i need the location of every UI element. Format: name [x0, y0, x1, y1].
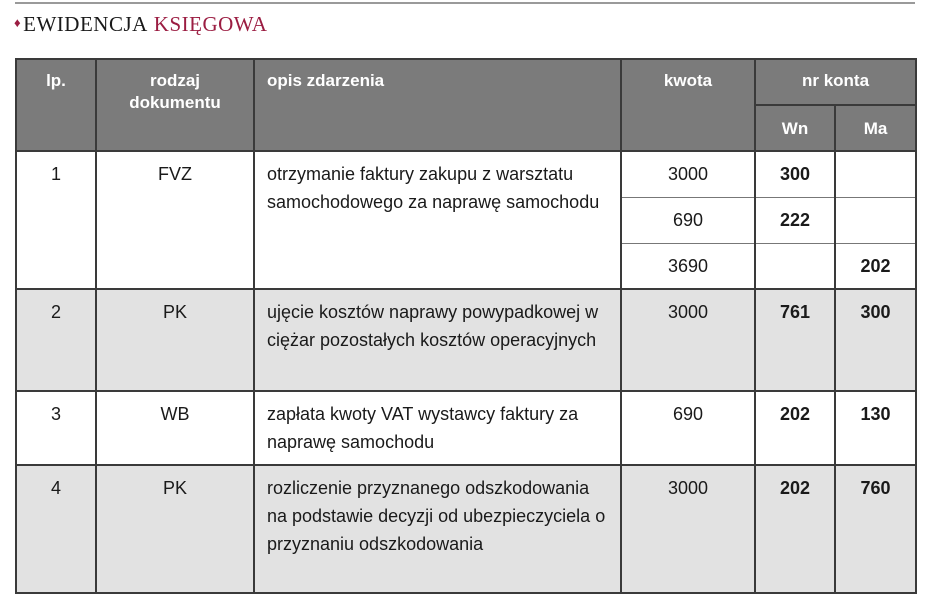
row-debit: 761 — [755, 289, 835, 391]
header-account-no: nr konta — [755, 59, 916, 105]
header-debit: Wn — [755, 105, 835, 151]
ledger-table — [15, 58, 917, 594]
row-description: otrzymanie faktury zakupu z warsztatu samochodowego za naprawę samochodu — [254, 151, 621, 289]
row-description: zapłata kwoty VAT wystawcy faktury za naprawę samochodu — [254, 391, 621, 465]
row-description: rozliczenie przyznanego odszkodowania na podstawie decyzji od ubezpieczyciela o przyznaniu odszkodowania — [254, 465, 621, 593]
heading-accent-word: KSIĘGOWA — [153, 11, 268, 36]
row-amount: 690 — [621, 391, 755, 465]
table-row — [16, 391, 916, 465]
row-amount: 3690 — [621, 243, 755, 289]
top-rule — [15, 2, 915, 4]
row-amount: 3000 — [621, 151, 755, 197]
header-lp: lp. — [16, 59, 96, 151]
row-doc-type: PK — [96, 289, 254, 391]
header-credit: Ma — [835, 105, 916, 151]
table-row — [16, 289, 916, 391]
row-lp: 2 — [16, 289, 96, 391]
row-doc-type: WB — [96, 391, 254, 465]
row-credit — [835, 151, 916, 197]
row-lp: 4 — [16, 465, 96, 593]
row-credit: 300 — [835, 289, 916, 391]
row-lp: 3 — [16, 391, 96, 465]
row-doc-type: PK — [96, 465, 254, 593]
heading-main-word: EWIDENCJA — [23, 11, 148, 36]
header-description: opis zdarzenia — [254, 59, 621, 151]
header-amount: kwota — [621, 59, 755, 151]
row-debit: 300 — [755, 151, 835, 197]
section-heading — [14, 10, 267, 38]
row-credit: 760 — [835, 465, 916, 593]
row-amount: 690 — [621, 197, 755, 243]
row-doc-type: FVZ — [96, 151, 254, 289]
row-amount: 3000 — [621, 465, 755, 593]
row-debit: 202 — [755, 465, 835, 593]
diamond-bullet-icon: ♦ — [14, 15, 22, 30]
row-lp: 1 — [16, 151, 96, 289]
table-row — [16, 151, 916, 197]
row-debit: 202 — [755, 391, 835, 465]
row-credit: 130 — [835, 391, 916, 465]
row-debit: 222 — [755, 197, 835, 243]
row-credit — [835, 197, 916, 243]
table-row — [16, 465, 916, 593]
row-debit — [755, 243, 835, 289]
row-description: ujęcie kosztów naprawy powypadkowej w ciężar pozostałych kosztów operacyjnych — [254, 289, 621, 391]
row-amount: 3000 — [621, 289, 755, 391]
header-doc-type: rodzaj dokumentu — [96, 59, 254, 151]
row-credit: 202 — [835, 243, 916, 289]
